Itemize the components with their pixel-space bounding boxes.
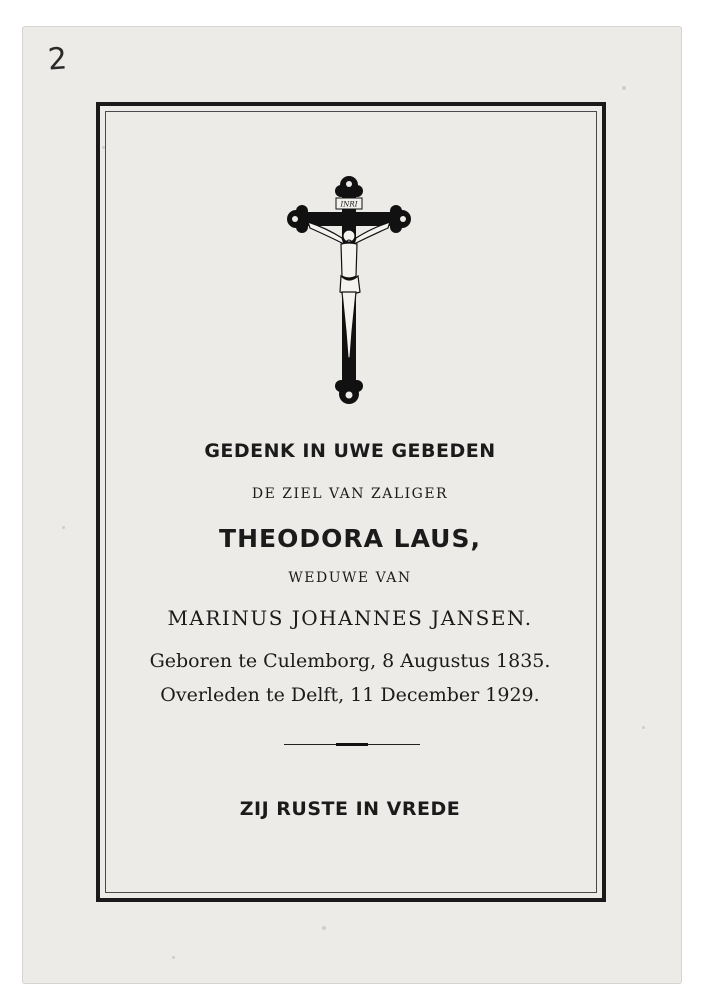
handwritten-number: 2 [46,41,69,78]
divider-center-mark [336,743,368,746]
prayer-heading: GEDENK IN UWE GEBEDEN [204,440,496,462]
crucifix-icon [286,172,412,408]
death-line: Overleden te Delft, 11 December 1929. [160,684,540,706]
relation-label: WEDUWE VAN [288,570,412,586]
spouse-name: MARINUS JOHANNES JANSEN. [167,606,533,630]
deceased-name: THEODORA LAUS, [219,524,481,553]
birth-line: Geboren te Culemborg, 8 Augustus 1835. [149,650,551,672]
soul-subheading: DE ZIEL VAN ZALIGER [251,486,449,502]
inri-plaque-text: INRI [340,200,358,209]
rest-in-peace: ZIJ RUSTE IN VREDE [239,798,461,820]
